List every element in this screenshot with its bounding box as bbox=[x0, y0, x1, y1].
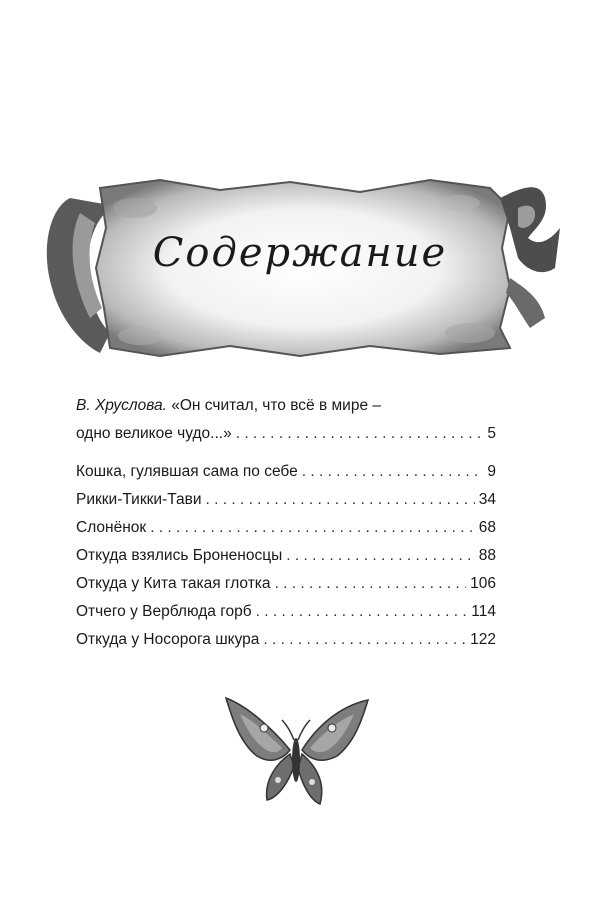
toc-row bbox=[76, 598, 496, 626]
intro-author: В. Хруслова. bbox=[76, 397, 167, 414]
dot-leader bbox=[256, 598, 468, 626]
toc-row bbox=[76, 542, 496, 570]
toc-row bbox=[76, 514, 496, 542]
page-number: 34 bbox=[478, 491, 496, 508]
entry-title: Откуда у Кита такая глотка bbox=[76, 575, 271, 592]
dot-leader bbox=[275, 570, 467, 598]
intro-title-part1: «Он считал, что всё в мире – bbox=[171, 397, 381, 414]
dot-leader bbox=[206, 486, 475, 514]
butterfly-ornament bbox=[222, 688, 372, 813]
page-number: 68 bbox=[478, 519, 496, 536]
page-number: 114 bbox=[471, 603, 496, 620]
butterfly-icon bbox=[222, 688, 372, 813]
page-number: 106 bbox=[470, 575, 496, 592]
toc-row bbox=[76, 486, 496, 514]
entry-title: Откуда взялись Броненосцы bbox=[76, 547, 283, 564]
page-number: 5 bbox=[487, 425, 496, 442]
page-title: Содержание bbox=[152, 230, 448, 276]
dot-leader bbox=[286, 542, 474, 570]
entry-title: Отчего у Верблюда горб bbox=[76, 603, 252, 620]
entry-title: Кошка, гулявшая сама по себе bbox=[76, 463, 298, 480]
entry-title: Откуда у Носорога шкура bbox=[76, 631, 260, 648]
dot-leader bbox=[263, 626, 466, 654]
entry-title: Слонёнок bbox=[76, 519, 147, 536]
dot-leader bbox=[302, 458, 484, 486]
dot-leader bbox=[150, 514, 475, 542]
intro-line-1 bbox=[76, 392, 496, 420]
toc-row bbox=[76, 570, 496, 598]
scroll-banner bbox=[40, 168, 560, 368]
spacer bbox=[76, 448, 496, 458]
toc-row-intro bbox=[76, 420, 496, 448]
toc-row bbox=[76, 458, 496, 486]
toc-row bbox=[76, 626, 496, 654]
entry-title: Рикки-Тикки-Тави bbox=[76, 491, 202, 508]
page-number: 122 bbox=[470, 631, 496, 648]
page-number: 9 bbox=[487, 463, 496, 480]
table-of-contents bbox=[76, 392, 496, 654]
intro-title-part2: одно великое чудо...» bbox=[76, 425, 232, 442]
page-number: 88 bbox=[478, 547, 496, 564]
dot-leader bbox=[236, 420, 484, 448]
